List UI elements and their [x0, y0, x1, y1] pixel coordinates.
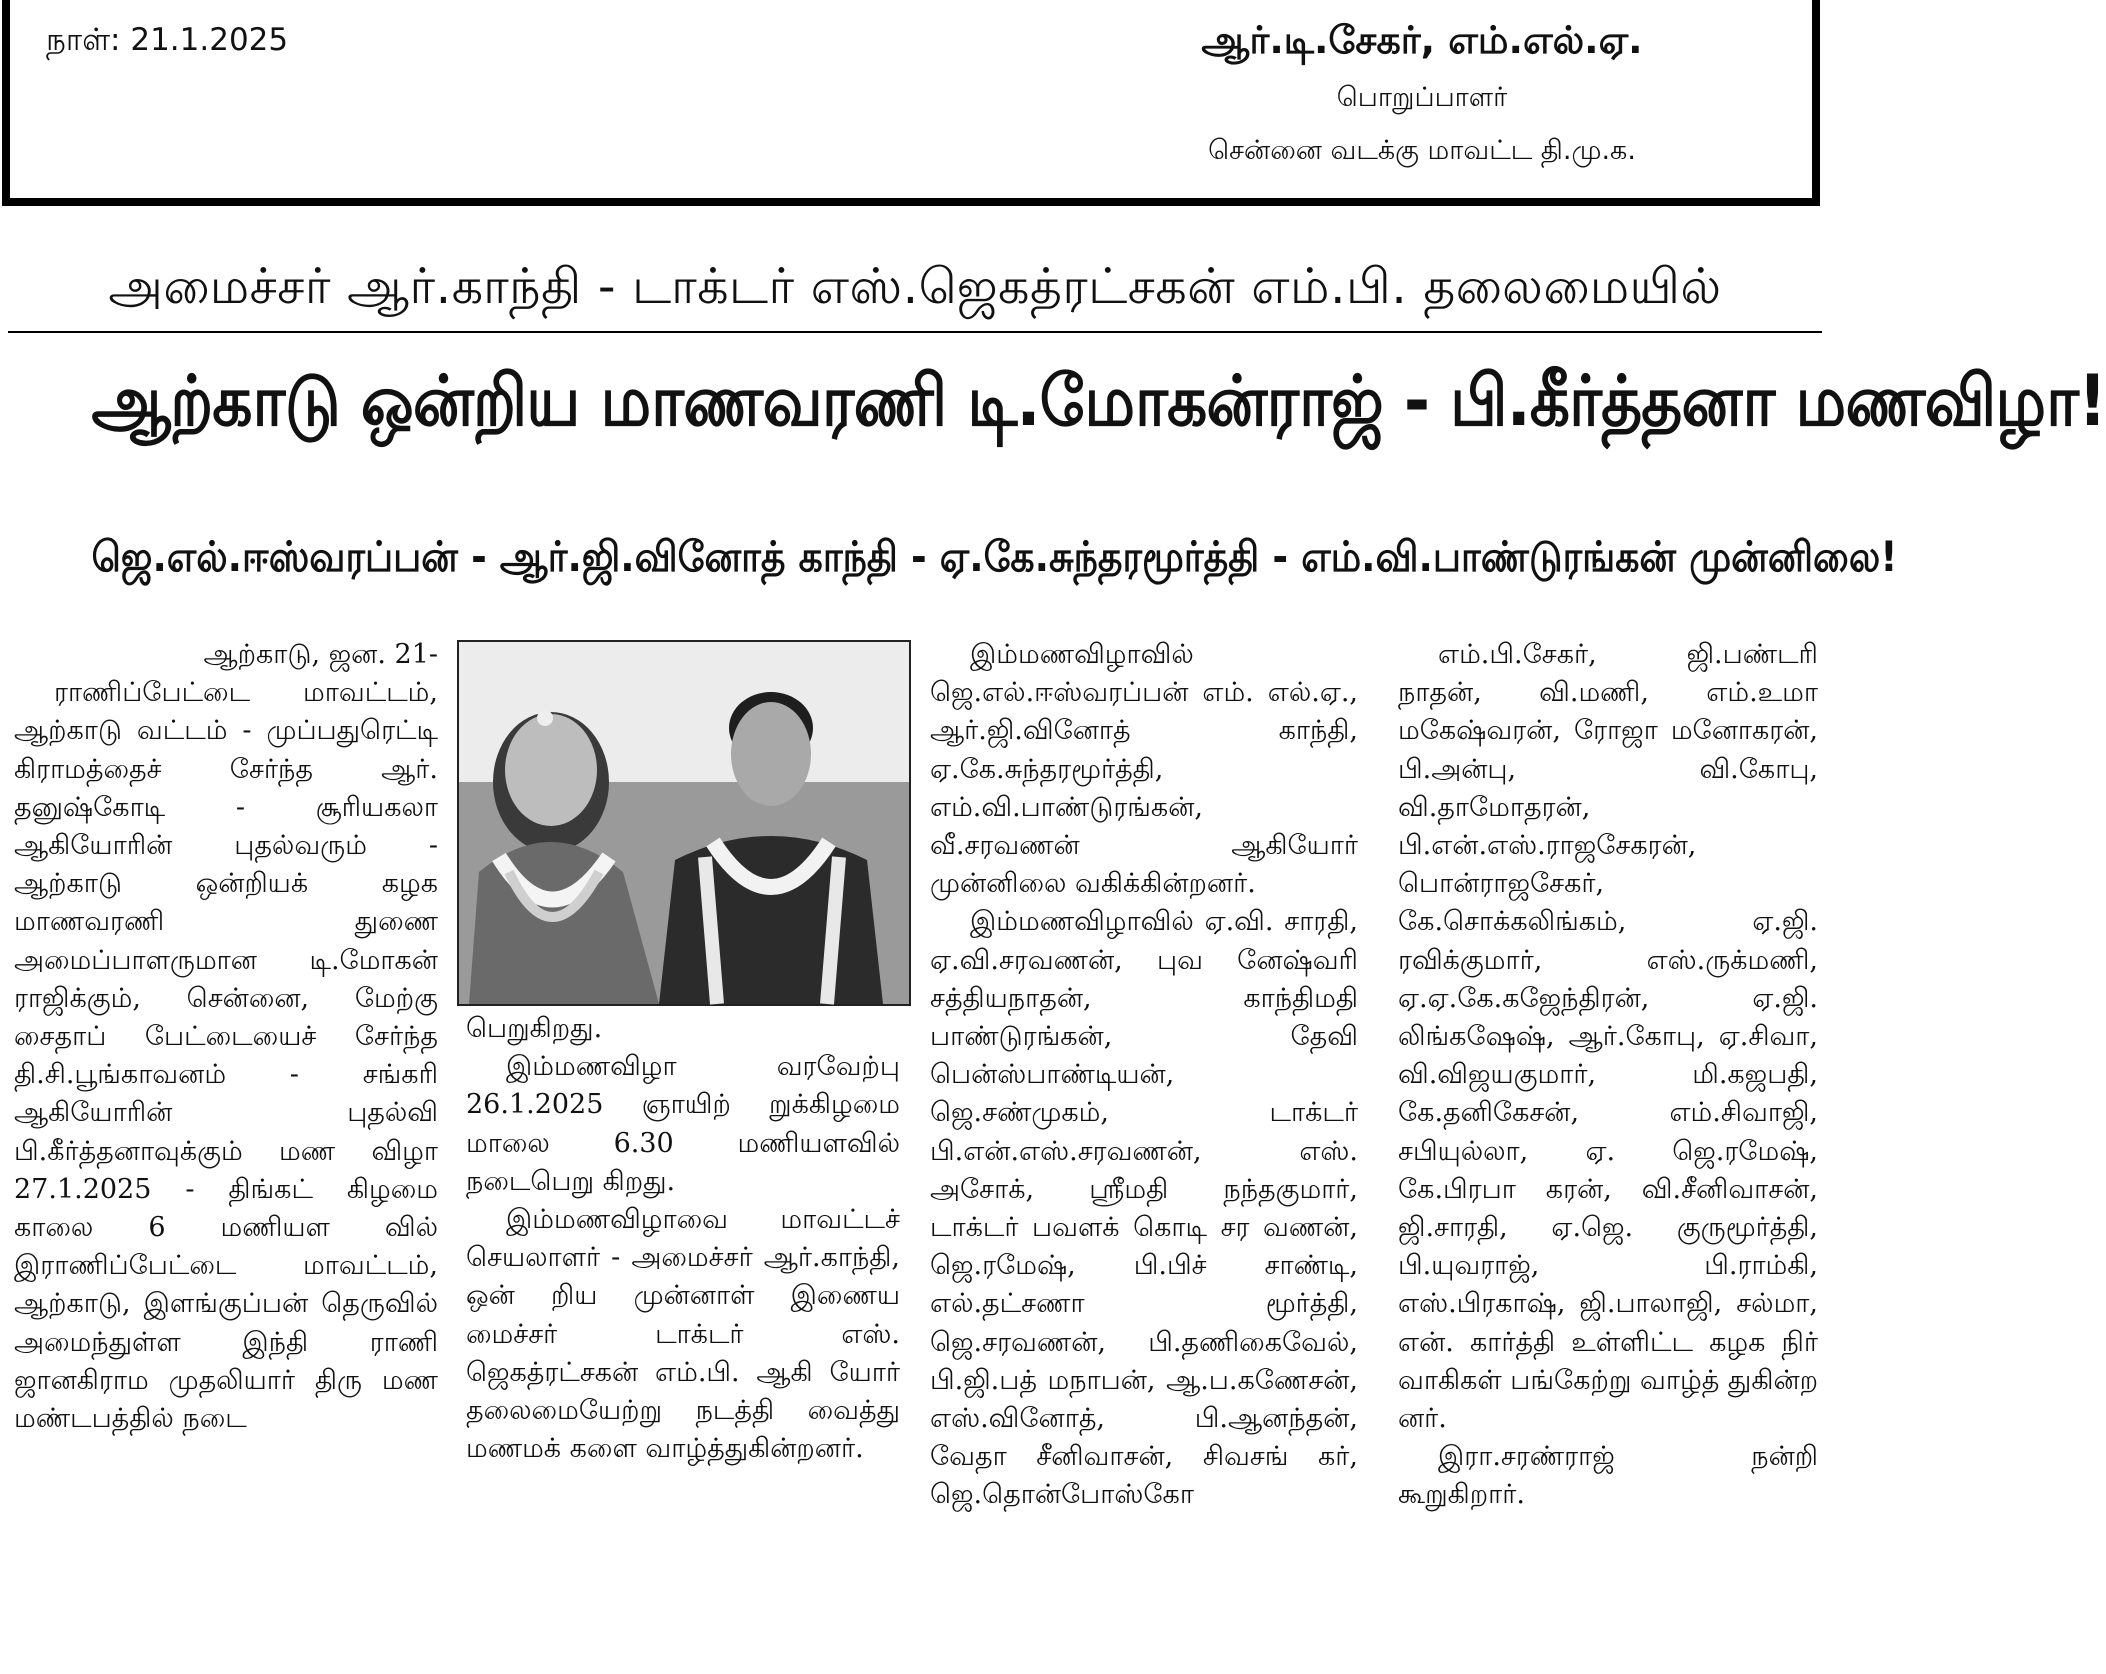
subheading: அமைச்சர் ஆர்.காந்தி - டாக்டர் எஸ்.ஜெகத்ரட்சகன் எம்.பி. தலைமையில் — [108, 258, 1722, 315]
couple-photo — [457, 640, 911, 1006]
signatory-name: ஆர்.டி.சேகர், எம்.எல்.ஏ. — [1201, 18, 1643, 62]
signatory-block — [1102, 18, 1742, 170]
presence-line: ஜெ.எல்.ஈஸ்வரப்பன் - ஆர்.ஜி.வினோத் காந்தி - ஏ.கே.சுந்தரமூர்த்தி - எம்.வி.பாண்டுரங்கன் முன்னிலை! — [91, 532, 1898, 581]
header-box — [2, 0, 1820, 206]
issue-date: நாள்: 21.1.2025 — [46, 22, 289, 58]
paragraph: இரா.சரண்ராஜ் நன்றி கூறுகிறார். — [1398, 1441, 1818, 1511]
paragraph: இம்மணவிழாவில் ஜெ.எல்.ஈஸ்வரப்பன் எம். எல்.ஏ., ஆர்.ஜி.வினோத் காந்தி, ஏ.கே.சுந்தரமூர்த்தி, எம்.வி.பாண்டுரங்கன், வீ.சரவணன் ஆகியோர் முன்னிலை வகிக்கின்றனர். — [930, 639, 1358, 900]
couple-photo-illustration — [459, 642, 909, 1004]
paragraph: எம்.பி.சேகர், ஜி.பண்டரி நாதன், வி.மணி, எம்.உமா மகேஷ்வரன், ரோஜா மனோகரன், பி.அன்பு, வி.கோபு, வி.தாமோதரன், பி.என்.எஸ்.ராஜசேகரன், பொன்ராஜசேகர், கே.சொக்கலிங்கம், ஏ.ஜி. ரவிக்குமார், எஸ்.ருக்மணி, ஏ.ஏ.கே.கஜேந்திரன், ஏ.ஜி. லிங்கஷேஷ், ஆர்.கோபு, ஏ.சிவா, வி.விஜயகுமார், மி.கஜபதி, கே.தனிகேசன், எம்.சிவாஜி, சபியுல்லா, ஏ. ஜெ.ரமேஷ், கே.பிரபா கரன், வி.சீனிவாசன், ஜி.சாரதி, ஏ.ஜெ. குருமூர்த்தி, பி.யுவராஜ், பி.ராம்கி, எஸ்.பிரகாஷ், ஜி.பாலாஜி, சல்மா, என். கார்த்தி உள்ளிட்ட கழக நிர் வாகிகள் பங்கேற்று வாழ்த் துகின்ற னர். — [1398, 639, 1818, 1435]
paragraph: இம்மணவிழாவை மாவட்டச் செயலாளர் - அமைச்சர் ஆர்.காந்தி, ஒன் றிய முன்னாள் இணைய மைச்சர் டாக்டர் எஸ். ஜெகத்ரட்சகன் எம்.பி. ஆகி யோர் தலைமையேற்று நடத்தி வைத்து மணமக் களை வாழ்த்துகின்றனர். — [466, 1204, 900, 1465]
dateline: ஆற்காடு, ஜன. 21- — [203, 639, 438, 670]
signatory-organization: சென்னை வடக்கு மாவட்ட தி.மு.க. — [1208, 135, 1636, 166]
paragraph: இம்மணவிழா வரவேற்பு 26.1.2025 ஞாயிற் றுக்கிழமை மாலை 6.30 மணியளவில் நடைபெறு கிறது. — [466, 1051, 900, 1197]
paragraph: ராணிப்பேட்டை மாவட்டம், ஆற்காடு வட்டம் - முப்பதுரெட்டி கிராமத்தைச் சேர்ந்த ஆர். தனுஷ்கோடி - சூரியகலா ஆகியோரின் புதல்வரும் - ஆற்காடு ஒன்றியக் கழக மாணவரணி துணை அமைப்பாளருமான டி.மோகன் ராஜிக்கும், சென்னை, மேற்கு சைதாப் பேட்டையைச் சேர்ந்த தி.சி.பூங்காவனம் - சங்கரி ஆகியோரின் புதல்வி பி.கீர்த்தனாவுக்கும் மண விழா 27.1.2025 - திங்கட் கிழமை காலை 6 மணியள வில் இராணிப்பேட்டை மாவட்டம், ஆற்காடு, இளங்குப்பன் தெருவில் அமைந்துள்ள இந்தி ராணி ஜானகிராம முதலியார் திரு மண மண்டபத்தில் நடை — [14, 677, 438, 1435]
paragraph: இம்மணவிழாவில் ஏ.வி. சாரதி, ஏ.வி.சரவணன், புவ னேஷ்வரி சத்தியநாதன், காந்திமதி பாண்டுரங்கன், தேவி பென்ஸ்பாண்டியன், ஜெ.சண்முகம், டாக்டர் பி.என்.எஸ்.சரவணன், எஸ். அசோக், ஸ்ரீமதி நந்தகுமார், டாக்டர் பவளக் கொடி சர வணன், ஜெ.ரமேஷ், பி.பிச் சாண்டி, எல்.தட்சணா மூர்த்தி, ஜெ.சரவணன், பி.தணிகைவேல், பி.ஜி.பத் மநாபன், ஆ.ப.கணேசன், எஸ்.வினோத், பி.ஆனந்தன், வேதா சீனிவாசன், சிவசங் கர், ஜெ.தொன்போஸ்கோ — [930, 906, 1358, 1511]
article-column-4 — [1398, 636, 1818, 1515]
article-column-3 — [930, 636, 1358, 1515]
divider — [8, 331, 1822, 333]
signatory-role: பொறுப்பாளர் — [1336, 82, 1508, 113]
article-column-1 — [14, 636, 438, 1438]
article-column-2 — [466, 1010, 900, 1468]
paragraph: பெறுகிறது. — [466, 1013, 603, 1044]
headline: ஆற்காடு ஒன்றிய மாணவரணி டி.மோகன்ராஜ் - பி.கீர்த்தனா மணவிழா! — [91, 360, 2106, 442]
